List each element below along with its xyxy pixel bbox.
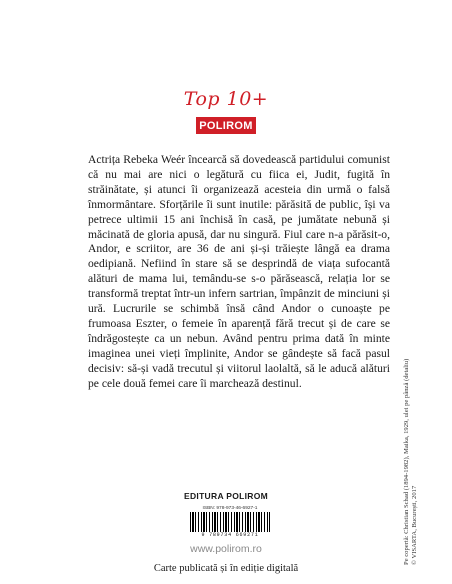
- barcode: [190, 512, 270, 532]
- isbn-label: ISBN: 978-973-46-6927-1: [202, 506, 258, 511]
- website-link[interactable]: www.polirom.ro: [190, 543, 262, 555]
- series-title: Top 10+: [183, 88, 269, 110]
- edition-note: Carte publicată și în ediție digitală: [153, 563, 299, 574]
- cover-credit-line-2: © VISARTA, București, 2017: [411, 485, 419, 565]
- cover-credit-line-1: Pe copertă: Christian Schad (1894-1982), Maika, 1929, ulei pe pânză (detaliu): [403, 358, 410, 565]
- cover-credit: [403, 359, 420, 565]
- polirom-logo: [196, 117, 256, 134]
- polirom-logo-text: POLIROM: [199, 119, 253, 132]
- publisher-name: EDITURA POLIROM: [184, 491, 268, 501]
- book-blurb: Actrița Rebeka Weér încearcă să dovedească partidului comunist că nu mai are nici o legătură cu fiica ei, Judit, fugită în străinătate, și atunci îi organizează acesteia din urmă o falsă înmormântare. Sforțările îi sunt inutile: părăsită de public, își va petrece ultimii 15 ani închisă în casă, pe jumătate nebună și măcinată de gloria apusă, dar nu singură. Fiul care n-a părăsit-o, Andor, e scriitor, are 36 de ani și-și trăiește lângă ea drama oedipiană. Nefiind în stare să se desprindă de viața sufocantă alături de mama lui, temându-se s-o părăsească, relația lor se transformă treptat într-un infern sartrian, împânzit de minciuni și ură. Lucrurile se schimbă însă când Andor o cunoaște pe frumoasa Eszter, o femeie în aparență fără trecut și de care se îndrăgostește ca un nebun. Având pentru prima dată în minte imaginea unei vieți împlinite, Andor se gândește să facă pasul decisiv: să-și vadă trecutul și viitorul laolaltă, să le aducă alături pe cele două femei care îi marchează destinul.: [88, 153, 390, 390]
- barcode-number: 9 789734 669271: [186, 532, 274, 538]
